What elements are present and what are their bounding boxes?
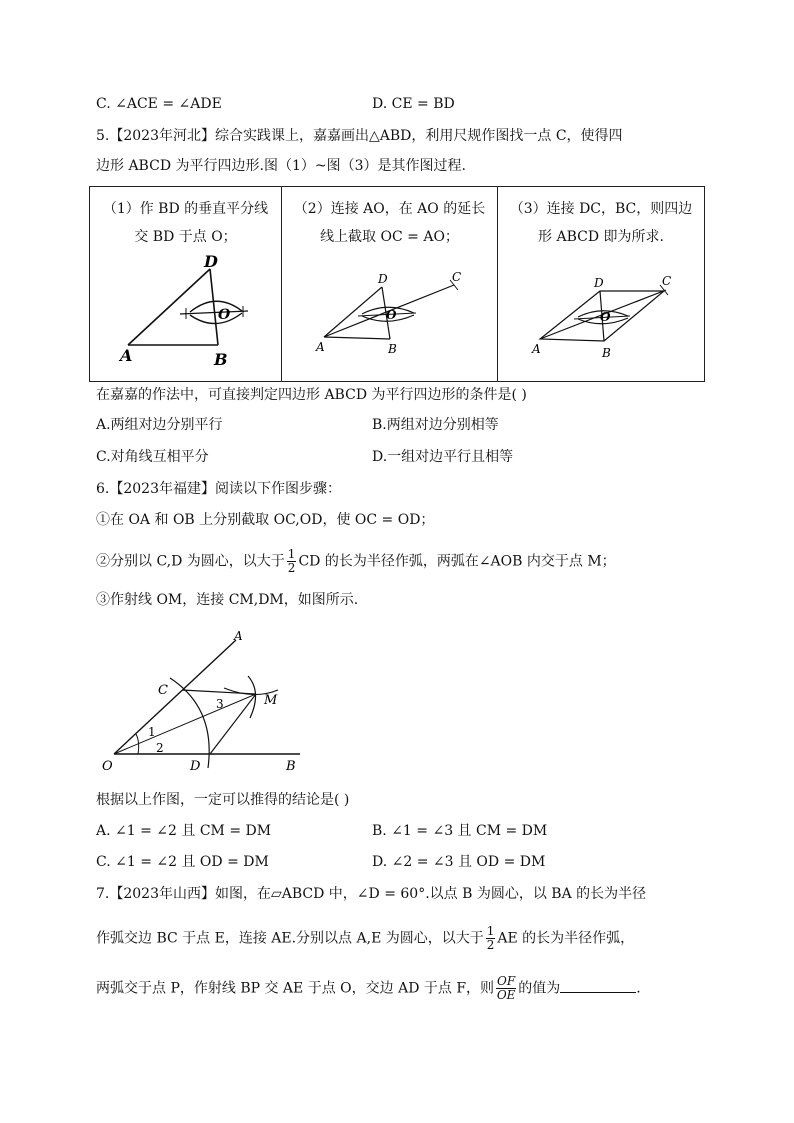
q7-stem-line3	[96, 975, 641, 1002]
q6-angle-1: 1	[148, 725, 156, 739]
q7-fraction-denominator: 2	[486, 938, 495, 952]
q5-figure-table	[89, 186, 705, 382]
q5-step2-text: （2）连接 AO，在 AO 的延长线上截取 OC = AO；	[293, 201, 486, 245]
q7-line3-text-c: .	[636, 980, 641, 997]
q5-fig2-label-a: A	[316, 340, 325, 354]
q4-option-c[interactable]: C. ∠ACE = ∠ADE	[96, 96, 222, 112]
q6-angle-2: 2	[156, 741, 164, 755]
q7-ratio-numerator: OF	[497, 974, 516, 988]
q5-fig2-label-d: D	[378, 272, 388, 286]
q6-figure	[100, 628, 340, 778]
q7-ratio	[496, 975, 516, 1002]
q5-fig2-label-c: C	[452, 270, 462, 284]
q5-fig2-label-o: O	[386, 308, 397, 322]
q5-figure-1	[90, 187, 280, 381]
q6-angle-3: 3	[216, 697, 224, 711]
q6-label-b: B	[286, 759, 296, 774]
q5-fig1-label-d: D	[204, 252, 218, 271]
q5-fig2-label-b: B	[388, 342, 397, 356]
q6-option-d[interactable]: D. ∠2 = ∠3 且 OD = DM	[372, 854, 546, 870]
q5-option-a[interactable]: A.两组对边分别平行	[96, 417, 223, 433]
q5-figure-cell-3	[498, 187, 704, 381]
q6-label-a: A	[234, 629, 243, 643]
q7-line2-text-a: 作弧交边 BC 于点 E，连接 AE.分别以点 A,E 为圆心，以大于	[96, 930, 484, 947]
q7-line3-text-a: 两弧交于点 P，作射线 BP 交 AE 于点 O，交边 AD 于点 F，则	[96, 980, 495, 997]
q5-fig1-label-o: O	[218, 307, 231, 323]
q7-fraction	[486, 925, 496, 952]
q6-step2-text-b: CD 的长为半径作弧，两弧在∠AOB 内交于点 M；	[298, 553, 616, 570]
q7-stem-line2	[96, 925, 634, 952]
q5-option-b[interactable]: B.两组对边分别相等	[372, 417, 499, 433]
q6-step3: ③作射线 OM，连接 CM,DM，如图所示.	[96, 592, 359, 608]
q6-stem-line1: 6.【2023年福建】阅读以下作图步骤：	[96, 481, 341, 497]
q6-fraction-denominator: 2	[287, 561, 296, 575]
q5-figure-2	[282, 187, 496, 381]
q7-line3-text-b: 的值为	[518, 980, 561, 997]
q7-answer-blank[interactable]	[560, 978, 636, 993]
q7-ratio-denominator: OE	[496, 988, 516, 1002]
q5-question: 在嘉嘉的作法中，可直接判定四边形 ABCD 为平行四边形的条件是( )	[96, 387, 527, 403]
q5-step1-text: （1）作 BD 的垂直平分线交 BD 于点 O；	[102, 201, 269, 245]
q6-option-a[interactable]: A. ∠1 = ∠2 且 CM = DM	[96, 823, 272, 839]
q5-figure-cell-2	[282, 187, 498, 381]
q5-fig1-label-a: A	[120, 346, 133, 365]
q6-step1: ①在 OA 和 OB 上分别截取 OC,OD，使 OC = OD；	[96, 512, 435, 528]
q5-fig3-label-a: A	[532, 342, 541, 356]
q6-label-c: C	[158, 683, 168, 698]
q6-label-o: O	[102, 759, 113, 774]
q5-fig3-label-d: D	[594, 276, 604, 290]
q5-fig1-label-b: B	[214, 350, 228, 369]
q6-fraction-numerator: 1	[287, 547, 296, 561]
q6-option-b[interactable]: B. ∠1 = ∠3 且 CM = DM	[372, 823, 548, 839]
q6-fraction	[287, 548, 297, 575]
q4-option-d[interactable]: D. CE = BD	[372, 96, 455, 112]
q6-label-m: M	[264, 693, 278, 708]
q5-step3-text: （3）连接 DC，BC，则四边形 ABCD 即为所求.	[509, 201, 693, 245]
q5-stem-line2: 边形 ABCD 为平行四边形.图（1）~图（3）是其作图过程.	[96, 158, 466, 174]
q6-option-c[interactable]: C. ∠1 = ∠2 且 OD = DM	[96, 854, 269, 870]
q5-fig3-label-o: O	[600, 310, 611, 324]
q7-fraction-numerator: 1	[486, 924, 495, 938]
q5-fig3-label-c: C	[662, 274, 672, 288]
q5-figure-3	[498, 187, 702, 381]
q5-figure-cell-1	[90, 187, 282, 381]
q7-line2-text-b: AE 的长为半径作弧，	[497, 930, 635, 947]
q6-step2-text-a: ②分别以 C,D 为圆心，以大于	[96, 553, 285, 570]
q5-fig3-label-b: B	[602, 346, 611, 360]
q6-step2	[96, 548, 616, 575]
q5-option-c[interactable]: C.对角线互相平分	[96, 449, 209, 465]
q5-option-d[interactable]: D.一组对边平行且相等	[372, 449, 514, 465]
q5-stem-line1: 5.【2023年河北】综合实践课上，嘉嘉画出△ABD，利用尺规作图找一点 C，使得四	[96, 128, 623, 144]
q6-question: 根据以上作图，一定可以推得的结论是( )	[96, 792, 350, 808]
q6-label-d: D	[190, 759, 201, 774]
q7-stem-line1: 7.【2023年山西】如图，在▱ABCD 中，∠D = 60°.以点 B 为圆心，以 BA 的长为半径	[96, 886, 647, 902]
